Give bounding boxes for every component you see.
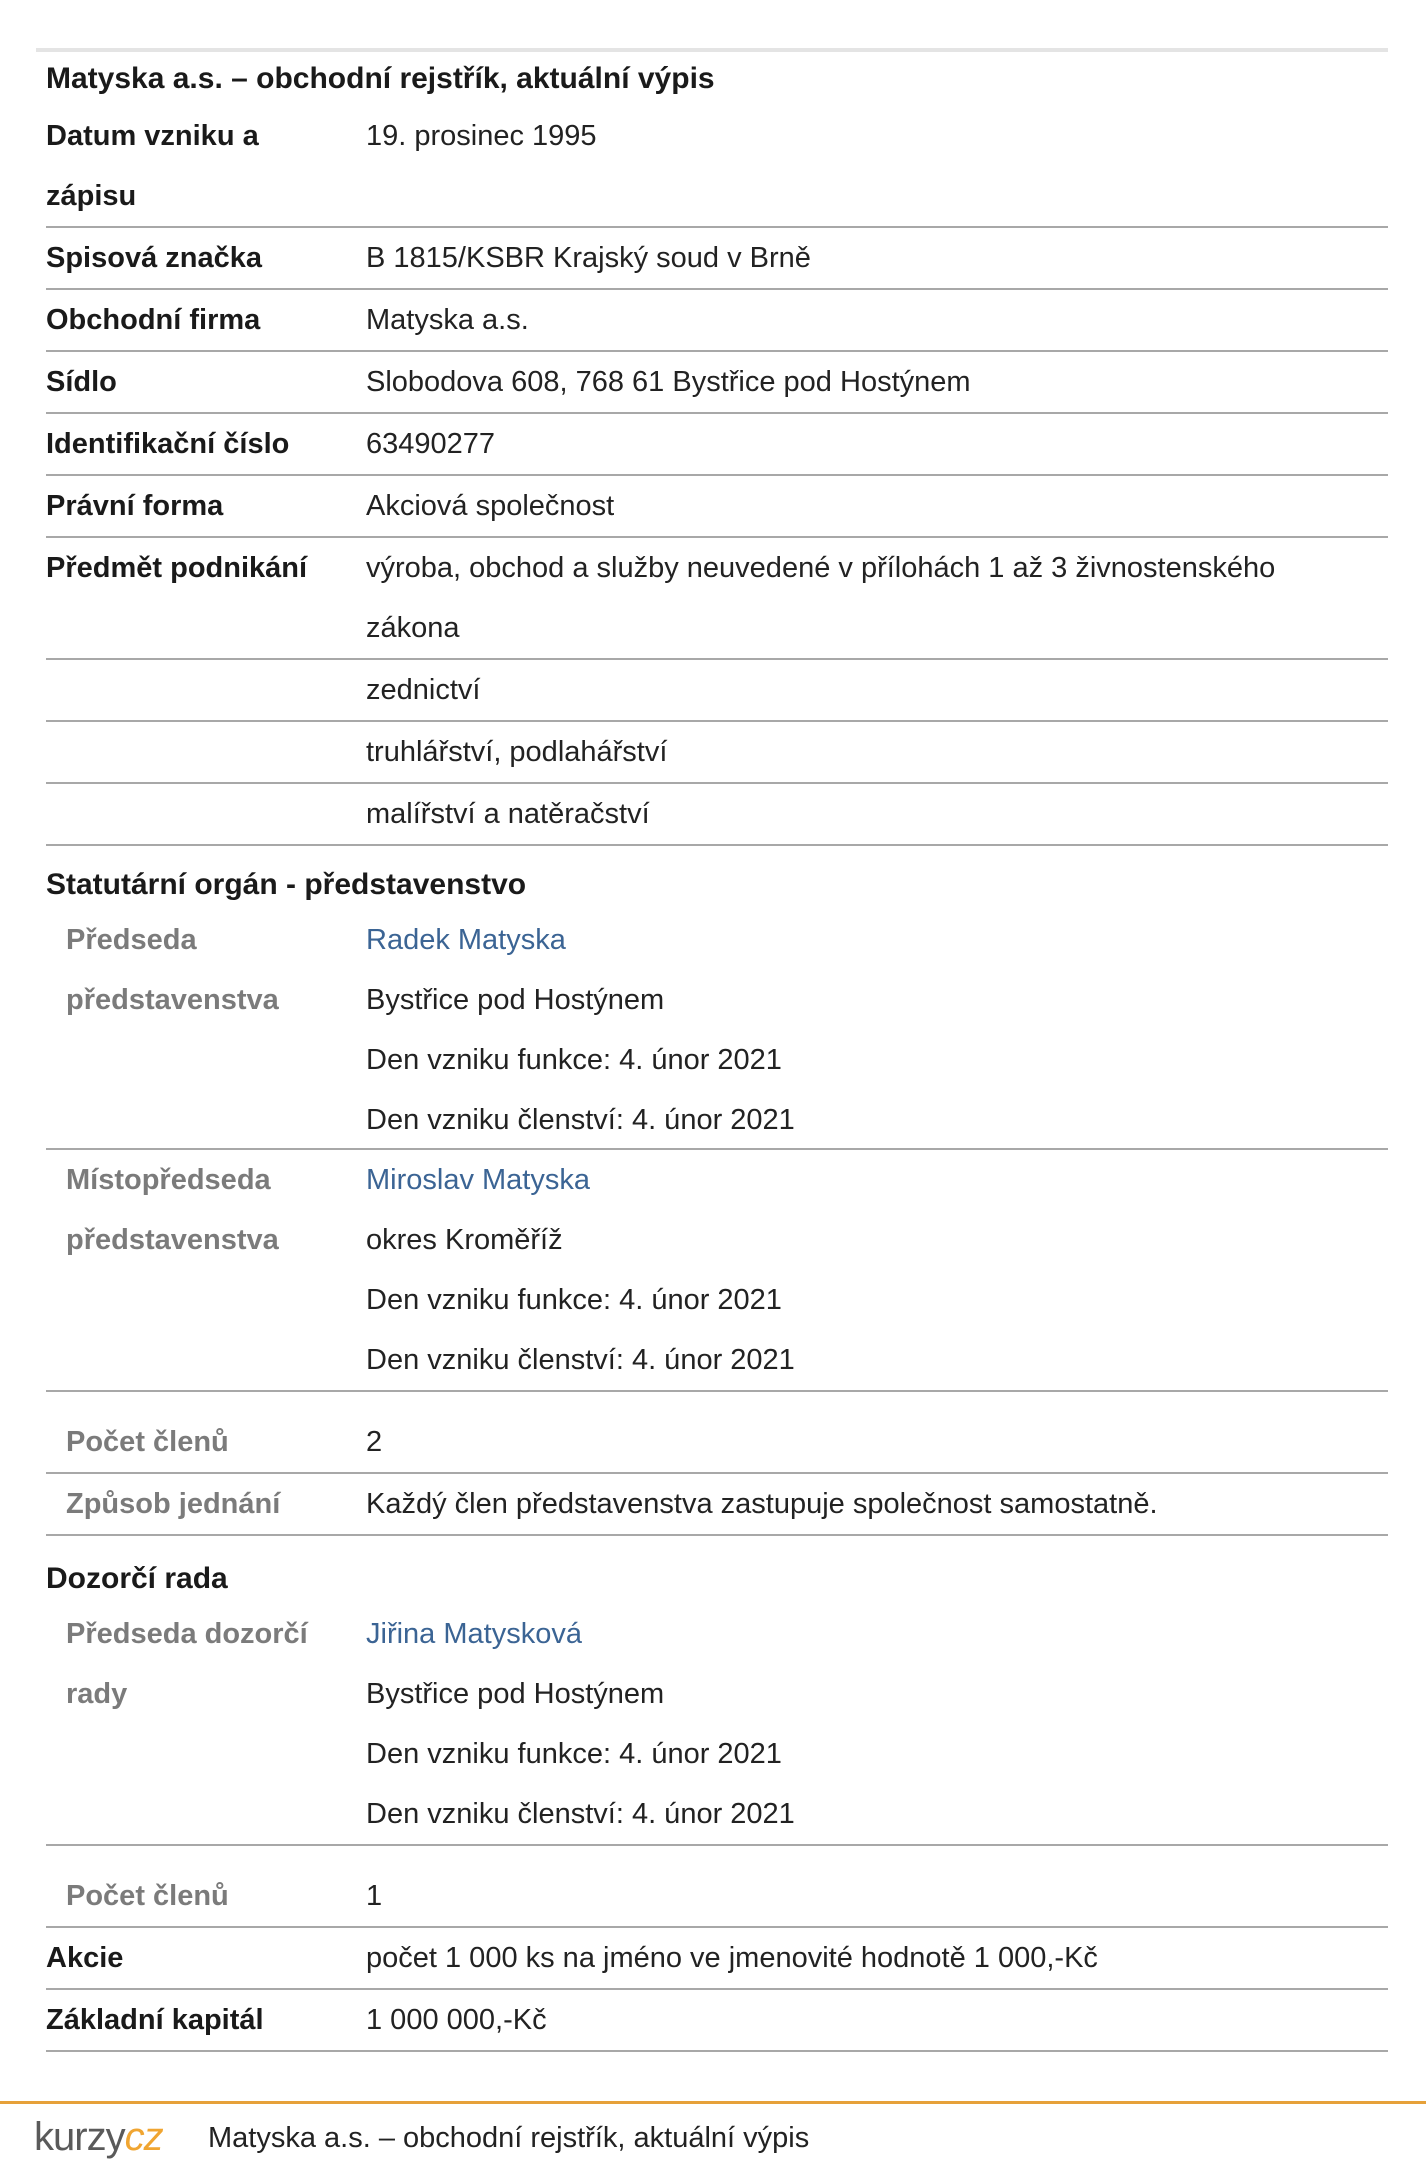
label-predseda-predstavenstva: Předseda představenstva <box>66 924 279 1016</box>
label-pocet-clenu: Počet členů <box>66 1880 229 1912</box>
value-datum-vzniku-text: 19. prosinec 1995 <box>366 120 597 152</box>
value-zakladni-kapital: 1 000 000,-Kč <box>366 2004 547 2036</box>
register-extract <box>36 48 1388 2060</box>
row-sidlo <box>46 352 1388 414</box>
footer-divider <box>0 2101 1426 2104</box>
person-clenstvi-date: Den vzniku členství: 4. únor 2021 <box>366 1104 795 1136</box>
label-spisova-znacka: Spisová značka <box>46 242 262 274</box>
value-predmet-2: zednictví <box>366 674 481 706</box>
kurzy-cz-logo[interactable] <box>34 2114 163 2160</box>
value-zpusob-jednani: Každý člen představenstva zastupuje společnost samostatně. <box>366 1488 1158 1520</box>
page-title: Matyska a.s. – obchodní rejstřík, aktuální výpis <box>46 62 715 95</box>
value-identifikacni-cislo: 63490277 <box>366 428 496 460</box>
value-predseda-dozorci-rady <box>366 1604 1388 1844</box>
value-sidlo: Slobodova 608, 768 61 Bystřice pod Hostýnem <box>366 366 971 398</box>
row-predmet-podnikani <box>46 538 1388 660</box>
value-predseda-predstavenstva <box>366 910 1388 1150</box>
value-akcie: počet 1 000 ks na jméno ve jmenovité hodnotě 1 000,-Kč <box>366 1942 1098 1974</box>
footer-page-title: Matyska a.s. – obchodní rejstřík, aktuální výpis <box>208 2122 810 2154</box>
row-predmet-4 <box>46 784 1388 846</box>
person-place: Bystřice pod Hostýnem <box>366 1678 665 1710</box>
row-obchodni-firma <box>46 290 1388 352</box>
person-link-jirina-matyskova[interactable]: Jiřina Matysková <box>366 1618 582 1650</box>
label-pocet-clenu: Počet členů <box>66 1426 229 1458</box>
row-pravni-forma <box>46 476 1388 538</box>
value-predmet-1: výroba, obchod a služby neuvedené v přílohách 1 až 3 živnostenského zákona <box>366 552 1276 644</box>
value-datum-vzniku <box>366 106 1388 166</box>
value-predmet-4: malířství a natěračství <box>366 798 650 830</box>
logo-text-cz: cz <box>124 2115 163 2159</box>
label-datum-vzniku: Datum vzniku a zápisu <box>46 120 259 212</box>
label-pravni-forma: Právní forma <box>46 490 224 522</box>
row-zpusob-jednani <box>46 1474 1388 1536</box>
person-funkce-date: Den vzniku funkce: 4. únor 2021 <box>366 1044 782 1076</box>
person-clenstvi-date: Den vzniku členství: 4. únor 2021 <box>366 1798 795 1830</box>
row-predseda-predstavenstva <box>46 910 1388 1150</box>
label-predmet-podnikani: Předmět podnikání <box>46 552 308 584</box>
row-zakladni-kapital <box>46 1990 1388 2052</box>
label-identifikacni-cislo: Identifikační číslo <box>46 428 290 460</box>
person-place: Bystřice pod Hostýnem <box>366 984 665 1016</box>
value-pravni-forma: Akciová společnost <box>366 490 615 522</box>
section-dozorci-rada: Dozorčí rada <box>46 1562 228 1595</box>
row-pocet-clenu-dozorci-rady <box>46 1846 1388 1928</box>
row-predseda-dozorci-rady <box>46 1604 1388 1846</box>
value-predmet-3: truhlářství, podlahářství <box>366 736 668 768</box>
row-spisova-znacka <box>46 228 1388 290</box>
row-akcie <box>46 1928 1388 1990</box>
label-obchodni-firma: Obchodní firma <box>46 304 261 336</box>
person-funkce-date: Den vzniku funkce: 4. únor 2021 <box>366 1284 782 1316</box>
row-pocet-clenu-predstavenstva <box>46 1392 1388 1474</box>
row-predmet-3 <box>46 722 1388 784</box>
row-datum-vzniku <box>46 106 1388 228</box>
person-link-miroslav-matyska[interactable]: Miroslav Matyska <box>366 1164 590 1196</box>
section-statutarni-organ: Statutární orgán - představenstvo <box>46 868 527 901</box>
label-zakladni-kapital: Základní kapitál <box>46 2004 264 2036</box>
person-link-radek-matyska[interactable]: Radek Matyska <box>366 924 566 956</box>
row-predmet-2 <box>46 660 1388 722</box>
label-zpusob-jednani: Způsob jednání <box>66 1488 281 1520</box>
person-funkce-date: Den vzniku funkce: 4. únor 2021 <box>366 1738 782 1770</box>
person-place: okres Kroměříž <box>366 1224 563 1256</box>
value-obchodni-firma: Matyska a.s. <box>366 304 529 336</box>
value-pocet-clenu: 1 <box>366 1880 383 1912</box>
label-sidlo: Sídlo <box>46 366 117 398</box>
value-pocet-clenu: 2 <box>366 1426 383 1458</box>
value-mistopredseda-predstavenstva <box>366 1150 1388 1390</box>
row-identifikacni-cislo <box>46 414 1388 476</box>
row-mistopredseda-predstavenstva <box>46 1150 1388 1392</box>
person-clenstvi-date: Den vzniku členství: 4. únor 2021 <box>366 1344 795 1376</box>
label-akcie: Akcie <box>46 1942 124 1974</box>
logo-text-kurzy: kurzy <box>34 2115 125 2159</box>
label-predseda-dozorci-rady: Předseda dozorčí rady <box>66 1618 308 1710</box>
label-mistopredseda-predstavenstva: Místopředseda představenstva <box>66 1164 279 1256</box>
value-spisova-znacka: B 1815/KSBR Krajský soud v Brně <box>366 242 811 274</box>
